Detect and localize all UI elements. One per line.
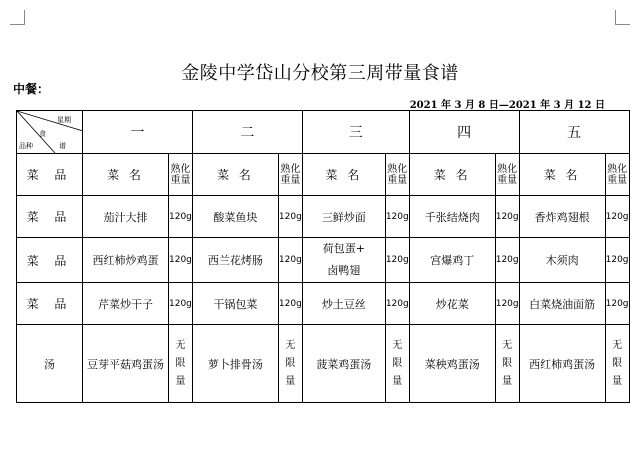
dish-name: 西红柿炒鸡蛋 — [83, 238, 169, 283]
dish-name-header: 菜 名 — [519, 154, 605, 196]
corner-label-menu: 谱 — [59, 142, 66, 150]
soup-name: 菠菜鸡蛋汤 — [302, 325, 385, 403]
dish-name: 茄汁大排 — [83, 196, 169, 238]
dish-weight: 120g — [169, 283, 193, 325]
dish-name: 三鲜炒面 — [302, 196, 385, 238]
document-title: 金陵中学岱山分校第三周带量食谱 — [181, 63, 459, 84]
dish-name-header: 菜 名 — [192, 154, 278, 196]
row-label: 菜 品 — [17, 154, 83, 196]
weight-header: 熟化 重量 — [278, 154, 302, 196]
dish-weight: 120g — [169, 196, 193, 238]
dish-row — [17, 238, 630, 283]
dish-name: 木须肉 — [519, 238, 605, 283]
day-header-mon: 一 — [83, 111, 193, 154]
menu-table — [16, 110, 630, 403]
dish-weight: 120g — [278, 238, 302, 283]
weight-header: 熟化 重量 — [169, 154, 193, 196]
dish-weight: 120g — [605, 238, 629, 283]
dish-name-header: 菜 名 — [409, 154, 495, 196]
soup-no-limit: 无 限 量 — [169, 325, 193, 403]
page-corner-mark — [615, 10, 630, 25]
dish-name: 香炸鸡翅根 — [519, 196, 605, 238]
dish-weight: 120g — [385, 238, 409, 283]
dish-name: 宫爆鸡丁 — [409, 238, 495, 283]
date-range: 2021 年 3 月 8 日—2021 年 3 月 12 日 — [409, 100, 605, 111]
dish-name: 荷包蛋+ 卤鸭翅 — [302, 238, 385, 283]
day-header-wed: 三 — [302, 111, 409, 154]
weight-header: 熟化 重量 — [605, 154, 629, 196]
dish-name-header: 菜 名 — [83, 154, 169, 196]
corner-label-category: 品种 — [19, 142, 33, 150]
corner-cell — [17, 111, 83, 154]
soup-row — [17, 325, 630, 403]
dish-weight: 120g — [385, 283, 409, 325]
dish-name: 干锅包菜 — [192, 283, 278, 325]
dish-weight: 120g — [278, 196, 302, 238]
day-header-thu: 四 — [409, 111, 519, 154]
row-label: 菜 品 — [17, 283, 83, 325]
weight-header: 熟化 重量 — [495, 154, 519, 196]
day-header-fri: 五 — [519, 111, 629, 154]
soup-no-limit: 无 限 量 — [385, 325, 409, 403]
soup-no-limit: 无 限 量 — [605, 325, 629, 403]
row-label: 菜 品 — [17, 196, 83, 238]
subheader-row — [17, 154, 630, 196]
soup-no-limit: 无 限 量 — [495, 325, 519, 403]
dish-name: 芹菜炒干子 — [83, 283, 169, 325]
meal-label: 中餐： — [13, 82, 50, 96]
dish-name: 炒花菜 — [409, 283, 495, 325]
weight-header: 熟化 重量 — [385, 154, 409, 196]
soup-name: 豆芽平菇鸡蛋汤 — [83, 325, 169, 403]
dish-weight: 120g — [495, 283, 519, 325]
dish-name-header: 菜 名 — [302, 154, 385, 196]
header-row — [17, 111, 630, 154]
row-label-soup: 汤 — [17, 325, 83, 403]
corner-label-weekday: 星期 — [57, 116, 71, 124]
dish-name: 白菜烧油面筋 — [519, 283, 605, 325]
soup-name: 西红柿鸡蛋汤 — [519, 325, 605, 403]
dish-weight: 120g — [605, 283, 629, 325]
dish-name: 酸菜鱼块 — [192, 196, 278, 238]
dish-name: 千张结烧肉 — [409, 196, 495, 238]
dish-weight: 120g — [385, 196, 409, 238]
dish-weight: 120g — [495, 238, 519, 283]
dish-weight: 120g — [495, 196, 519, 238]
dish-weight: 120g — [278, 283, 302, 325]
dish-weight: 120g — [605, 196, 629, 238]
page-corner-mark — [10, 10, 25, 25]
dish-name: 西兰花烤肠 — [192, 238, 278, 283]
dish-name: 炒土豆丝 — [302, 283, 385, 325]
dish-row — [17, 196, 630, 238]
dish-row — [17, 283, 630, 325]
corner-label-food: 食 — [39, 130, 46, 138]
dish-weight: 120g — [169, 238, 193, 283]
soup-no-limit: 无 限 量 — [278, 325, 302, 403]
soup-name: 菜秧鸡蛋汤 — [409, 325, 495, 403]
soup-name: 萝卜排骨汤 — [192, 325, 278, 403]
day-header-tue: 二 — [192, 111, 302, 154]
row-label: 菜 品 — [17, 238, 83, 283]
